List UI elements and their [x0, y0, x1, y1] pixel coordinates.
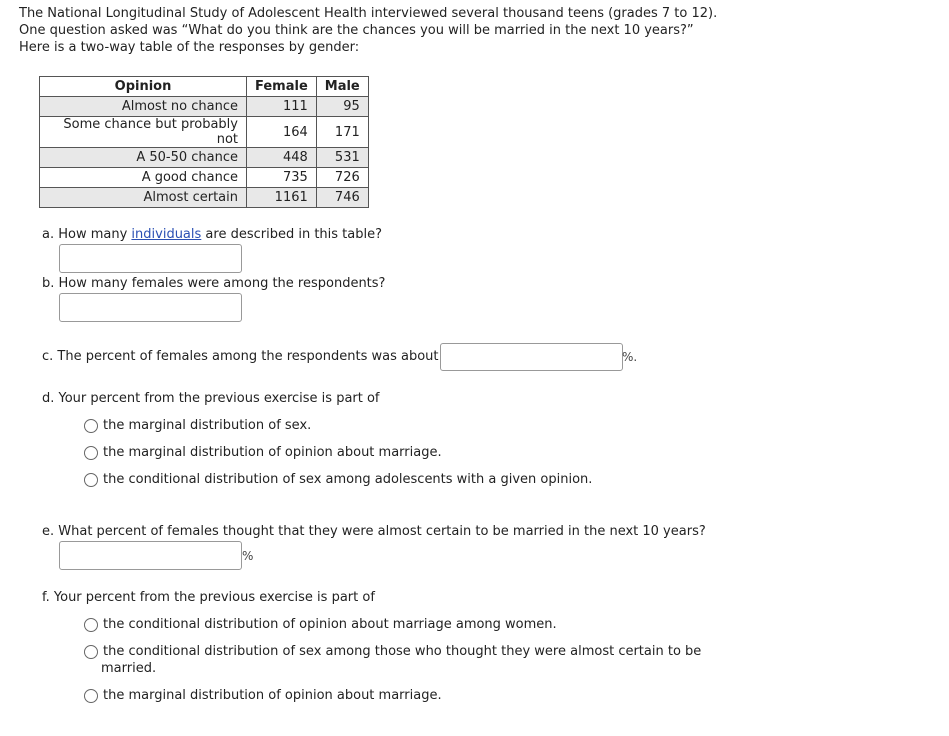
question-a-suffix: are described in this table? — [201, 227, 383, 242]
table-header-row — [40, 77, 369, 97]
male-cell: 726 — [316, 168, 368, 188]
opinion-cell: A good chance — [40, 168, 247, 188]
opinion-cell: Almost no chance — [40, 97, 247, 117]
col-header-opinion: Opinion — [40, 77, 247, 97]
radio-icon[interactable] — [84, 645, 98, 659]
answer-b-input[interactable] — [59, 293, 242, 322]
female-cell: 1161 — [247, 188, 317, 208]
option-f-2[interactable] — [84, 644, 701, 659]
answer-c-unit: %. — [622, 350, 638, 364]
option-d-1[interactable] — [84, 418, 311, 433]
intro-line-3: Here is a two-way table of the responses by gender: — [19, 40, 360, 55]
answer-e-input[interactable] — [59, 541, 242, 570]
table-row — [40, 117, 369, 148]
table-row — [40, 97, 369, 117]
female-cell: 111 — [247, 97, 317, 117]
female-cell: 735 — [247, 168, 317, 188]
male-cell: 171 — [316, 117, 368, 148]
radio-icon[interactable] — [84, 689, 98, 703]
radio-icon[interactable] — [84, 473, 98, 487]
opinion-cell: A 50-50 chance — [40, 148, 247, 168]
question-b: b. How many females were among the respondents? — [42, 276, 386, 291]
intro-line-1: The National Longitudinal Study of Adolescent Health interviewed several thousand teens (grades 7 to 12). — [19, 6, 718, 21]
question-a — [42, 227, 382, 242]
opinion-cell: Almost certain — [40, 188, 247, 208]
option-d-3[interactable] — [84, 472, 592, 487]
option-label: the conditional distribution of sex among adolescents with a given opinion. — [103, 472, 593, 487]
male-cell: 746 — [316, 188, 368, 208]
option-f-1[interactable] — [84, 617, 557, 632]
option-label: the conditional distribution of sex among those who thought they were almost certain to be — [103, 644, 702, 659]
responses-table — [39, 76, 369, 208]
opinion-cell: Some chance but probably not — [40, 117, 247, 148]
option-label: the marginal distribution of opinion about marriage. — [103, 688, 442, 703]
col-header-female: Female — [247, 77, 317, 97]
question-e: e. What percent of females thought that they were almost certain to be married in the next 10 years? — [42, 524, 706, 539]
col-header-male: Male — [316, 77, 368, 97]
question-a-prefix: a. How many — [42, 227, 132, 242]
male-cell: 95 — [316, 97, 368, 117]
answer-a-input[interactable] — [59, 244, 242, 273]
table-row — [40, 148, 369, 168]
individuals-link[interactable]: individuals — [131, 227, 202, 242]
option-f-3[interactable] — [84, 688, 442, 703]
option-f-2-continued: married. — [101, 661, 157, 676]
question-f: f. Your percent from the previous exercise is part of — [42, 590, 375, 605]
male-cell: 531 — [316, 148, 368, 168]
option-label: the marginal distribution of opinion about marriage. — [103, 445, 442, 460]
radio-icon[interactable] — [84, 419, 98, 433]
question-d: d. Your percent from the previous exercise is part of — [42, 391, 380, 406]
option-label: the marginal distribution of sex. — [103, 418, 312, 433]
answer-e-unit: % — [242, 549, 254, 563]
female-cell: 448 — [247, 148, 317, 168]
female-cell: 164 — [247, 117, 317, 148]
option-d-2[interactable] — [84, 445, 442, 460]
table-row — [40, 188, 369, 208]
question-c: c. The percent of females among the respondents was about — [42, 349, 439, 364]
table-row — [40, 168, 369, 188]
intro-line-2: One question asked was “What do you think are the chances you will be married in the next 10 years?” — [19, 23, 694, 38]
radio-icon[interactable] — [84, 618, 98, 632]
option-label: the conditional distribution of opinion about marriage among women. — [103, 617, 557, 632]
intro-text — [19, 5, 717, 56]
radio-icon[interactable] — [84, 446, 98, 460]
answer-c-input[interactable] — [440, 343, 623, 371]
